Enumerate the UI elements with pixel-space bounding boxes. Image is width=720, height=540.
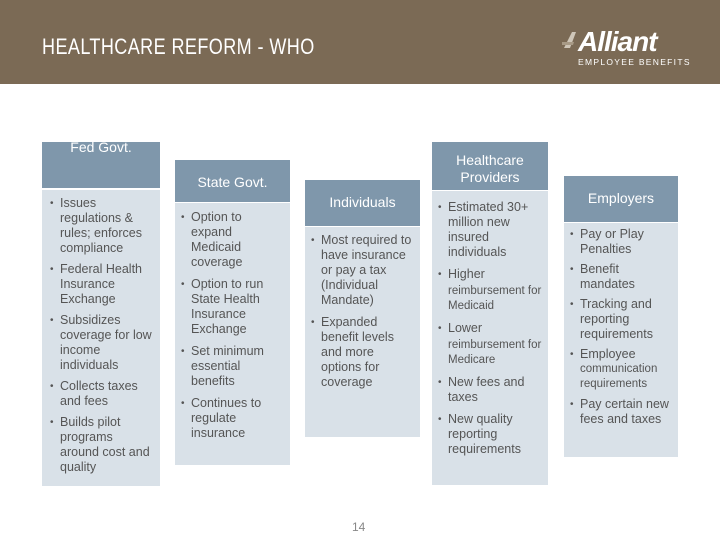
list-item: • Tracking and reporting requirements (566, 297, 672, 342)
column-title: State Govt. (197, 174, 268, 190)
column-header (175, 160, 290, 202)
list-item: • Higher (434, 267, 542, 282)
list-item: • Option to expand Medicaid coverage (177, 210, 284, 270)
list-item: • Builds pilot programs around cost and quality (46, 415, 154, 475)
list-item: • Most required to have insurance or pay a tax (Individual Mandate) (307, 233, 414, 308)
list-item-text: communication requirements (580, 363, 658, 390)
list-item: • Set minimum essential benefits (177, 344, 284, 389)
list-item: • New quality reporting requirements (434, 412, 542, 457)
list-item: • Collects taxes and fees (46, 379, 154, 409)
list-item: • Expanded benefit levels and more options for coverage (307, 315, 414, 390)
bullet-list (305, 227, 420, 390)
list-item-text: reimbursement for Medicare (448, 339, 542, 366)
logo-brand: Alliant (578, 26, 657, 57)
column-body (305, 227, 420, 437)
list-item: • Issues regulations & rules; enforces compliance (46, 196, 154, 256)
column-body (432, 191, 548, 485)
list-item: • New fees and taxes (434, 375, 542, 405)
list-item-continuation (434, 338, 542, 368)
list-item: • Federal Health Insurance Exchange (46, 262, 154, 307)
list-item: • Estimated 30+ million new insured individuals (434, 200, 542, 260)
list-item-continuation (434, 284, 542, 314)
list-item: • Pay certain new fees and taxes (566, 397, 672, 427)
bullet-list (42, 190, 160, 475)
logo-subtitle: EMPLOYEE BENEFITS (578, 57, 691, 67)
bullet-list (175, 203, 290, 441)
column-title: Employers (587, 190, 655, 206)
bullet-list (564, 223, 678, 427)
list-item: • Subsidizes coverage for low income individuals (46, 313, 154, 373)
column-title: Fed Govt. (70, 139, 132, 155)
column-body (175, 203, 290, 465)
column-body (564, 223, 678, 457)
alliant-logo (562, 26, 692, 68)
column-header (564, 176, 678, 222)
list-item: • Employee (566, 347, 672, 362)
column-header (432, 142, 548, 190)
column-title: Healthcare Providers (456, 152, 524, 185)
logo-mark-icon (562, 28, 578, 50)
list-item: • Pay or Play Penalties (566, 227, 672, 257)
bullet-list (432, 191, 548, 457)
column-header (305, 180, 420, 226)
page-title: HEALTHCARE REFORM - WHO (42, 34, 315, 59)
header-bar (0, 0, 720, 84)
column-header (42, 139, 160, 188)
column-body (42, 190, 160, 486)
list-item: • Option to run State Health Insurance Exchange (177, 277, 284, 337)
list-item-continuation (566, 362, 672, 392)
list-item-text: reimbursement for Medicaid (448, 285, 542, 312)
column-title: Individuals (329, 194, 396, 210)
list-item: • Lower (434, 321, 542, 336)
list-item: • Continues to regulate insurance (177, 396, 284, 441)
list-item: • Benefit mandates (566, 262, 672, 292)
page-number: 14 (352, 520, 366, 534)
